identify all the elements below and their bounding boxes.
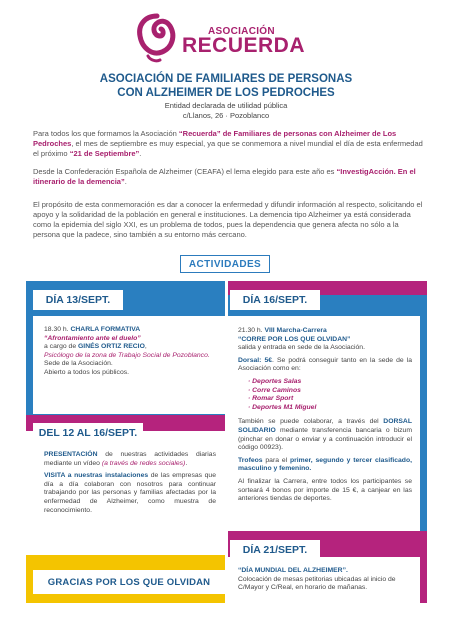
shop-item: · Corre Caminos <box>248 386 301 394</box>
subtitle-2: c/Llanos, 26 · Pozoblanco <box>182 111 270 120</box>
day-16-label: DÍA 16/SEPT. <box>230 290 320 310</box>
thanks-banner: GRACIAS POR LOS QUE OLVIDAN <box>33 570 225 594</box>
intro-paragraph-2: Desde la Confederación Española de Alzheimer (CEAFA) el lema elegido para este año es “InvestigAcción. En el itinerario de la demencia”. <box>33 167 416 186</box>
shop-item: · Romar Sport <box>248 395 294 403</box>
shop-list <box>238 378 412 412</box>
day-21-label: DÍA 21/SEPT. <box>230 540 320 560</box>
logo-small-text: ASOCIACIÓN <box>208 26 275 37</box>
logo-big-text: RECUERDA <box>182 34 306 57</box>
day-13-label: DÍA 13/SEPT. <box>33 290 123 310</box>
day-12-16-label: DEL 12 AL 16/SEPT. <box>33 423 143 443</box>
title-line-1: ASOCIACIÓN DE FAMILIARES DE PERSONAS <box>99 73 353 85</box>
day-16-text: 21.30 h. VIII Marcha-Carrera “CORRE POR LOS QUE OLVIDAN” salida y entrada en sede de la Asociación. Dorsal: 5€. Se podrá conseguir tanto en la sede de la Asociación como en: · Deportes Salas · Corre Caminos · Romar Sport · Deportes M1 Miguel También se puede colaborar, a través del DORSAL SOLIDARIO mediante transferencia bancaria o bizum (pinchar en donar o enviar y a continuación introducir el código 00923). Trofeos para el primer, segundo y tercer clasificado, masculino y femenino. Al finalizar la Carrera, entre todos los participantes se sorteará 4 bonos por importe de 15 €, a canjear en las anteriores tiendas de deportes. <box>238 327 413 503</box>
day-13-text: 18.30 h. CHARLA FORMATIVA “Afrontamiento ante el duelo” a cargo de GINÉS ORTIZ RECIO, Psicólogo de la zona de Trabajo Social de Pozoblanco. Sede de la Asociación. Abierto a todos los públicos. <box>44 326 210 376</box>
intro-paragraph-3: El propósito de esta conmemoración es dar a conocer la enfermedad y difundir información al respecto, solicitando el apoyo y la solidaridad de la población en general e instituciones. La demencia tipo Alzheimer ya está considerada como la epidemia del siglo XXI, es un problema de todos, pues la dependencia que genera afecta no sólo a la persona que la padece, sino también a su entorno más cercano. <box>33 200 423 239</box>
activities-label: ACTIVIDADES <box>180 255 270 273</box>
shop-item: · Deportes Salas <box>248 377 302 385</box>
title-line-2: CON ALZHEIMER DE LOS PEDROCHES <box>117 87 335 99</box>
subtitle-1: Entidad declarada de utilidad pública <box>164 101 288 110</box>
rose-icon <box>134 12 180 64</box>
day-12-16-text: PRESENTACIÓN de nuestras actividades diarias mediante un vídeo (a través de redes sociales). VISITA a nuestras instalaciones de las empresas que día a día colaboran con nosotros para continuar trabajando por las personas y familias afectadas por la enfermedad de Alzheimer, como muestra de reconocimiento. <box>44 451 216 514</box>
logo <box>134 12 324 68</box>
shop-item: · Deportes M1 Miguel <box>248 403 317 411</box>
day-21-text: “DÍA MUNDIAL DEL ALZHEIMER”. Colocación de mesas petitorias ubicadas al inicio de C/Mayor y C/Real, en horario de mañanas. <box>238 567 396 592</box>
intro-paragraph-1: Para todos los que formamos la Asociación “Recuerda” de Familiares de personas con Alzheimer de Los Pedroches, el mes de septiembre es muy especial, ya que se conmemora a nivel mundial el día de esta enfermedad el próximo “21 de Septiembre”. <box>33 129 423 158</box>
